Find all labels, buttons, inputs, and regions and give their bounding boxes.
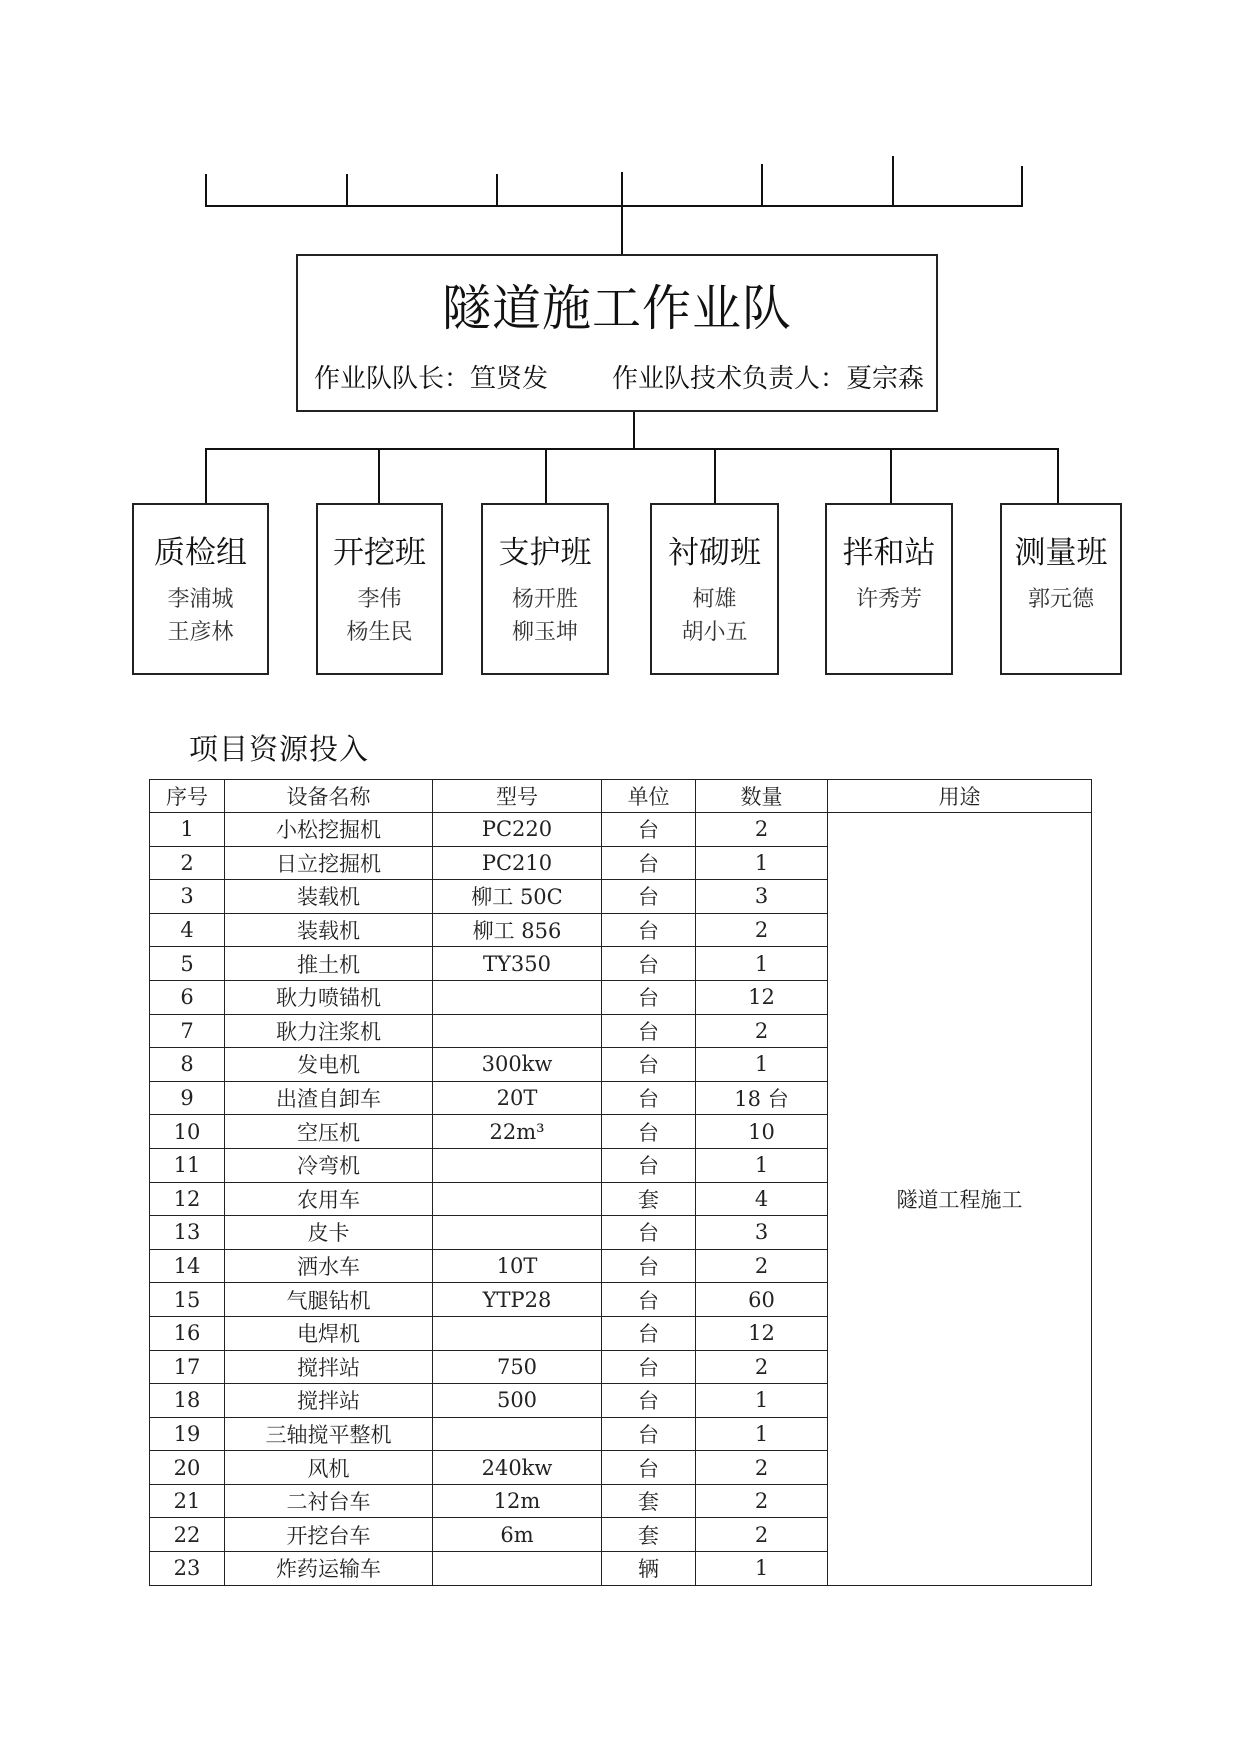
team-member: 许秀芳 bbox=[855, 587, 922, 612]
cell-equipment-name: 农用车 bbox=[225, 1182, 433, 1216]
column-header: 用途 bbox=[828, 780, 1092, 813]
cell-no: 5 bbox=[150, 947, 225, 981]
cell-model: 22m³ bbox=[433, 1115, 602, 1149]
cell-no: 9 bbox=[150, 1081, 225, 1115]
team-members bbox=[652, 583, 777, 649]
cell-quantity: 3 bbox=[696, 1216, 828, 1250]
cell-equipment-name: 风机 bbox=[225, 1451, 433, 1485]
cell-model: 500 bbox=[433, 1384, 602, 1418]
cell-model bbox=[433, 1316, 602, 1350]
cell-equipment-name: 洒水车 bbox=[225, 1249, 433, 1283]
team-drop-line bbox=[205, 448, 207, 504]
cell-quantity: 1 bbox=[696, 1148, 828, 1182]
cell-no: 7 bbox=[150, 1014, 225, 1048]
cell-no: 18 bbox=[150, 1384, 225, 1418]
cell-quantity: 2 bbox=[696, 1484, 828, 1518]
column-header: 单位 bbox=[602, 780, 696, 813]
team-box-quality bbox=[132, 503, 269, 675]
cell-unit: 台 bbox=[602, 913, 696, 947]
cell-model: 6m bbox=[433, 1518, 602, 1552]
column-header: 序号 bbox=[150, 780, 225, 813]
cell-model: 柳工 856 bbox=[433, 913, 602, 947]
cell-model bbox=[433, 1216, 602, 1250]
cell-model bbox=[433, 1552, 602, 1586]
cell-quantity: 1 bbox=[696, 1384, 828, 1418]
resource-table bbox=[149, 779, 1092, 1586]
cell-equipment-name: 装载机 bbox=[225, 880, 433, 914]
cell-model: PC210 bbox=[433, 846, 602, 880]
top-tick bbox=[496, 174, 498, 207]
team-members bbox=[827, 583, 951, 616]
cell-model: 300kw bbox=[433, 1048, 602, 1082]
cell-equipment-name: 小松挖掘机 bbox=[225, 813, 433, 847]
team-drop-line bbox=[714, 448, 716, 504]
cell-model: PC220 bbox=[433, 813, 602, 847]
table-row bbox=[150, 813, 1092, 847]
cell-equipment-name: 搅拌站 bbox=[225, 1384, 433, 1418]
branch-connector-line bbox=[633, 412, 635, 448]
cell-equipment-name: 推土机 bbox=[225, 947, 433, 981]
team-members bbox=[134, 583, 267, 649]
cell-no: 23 bbox=[150, 1552, 225, 1586]
top-tick bbox=[1021, 166, 1023, 207]
cell-unit: 台 bbox=[602, 1316, 696, 1350]
team-box-support bbox=[481, 503, 609, 675]
cell-equipment-name: 开挖台车 bbox=[225, 1518, 433, 1552]
cell-no: 11 bbox=[150, 1148, 225, 1182]
cell-unit: 台 bbox=[602, 846, 696, 880]
top-tick bbox=[346, 174, 348, 207]
cell-unit: 台 bbox=[602, 1014, 696, 1048]
cell-quantity: 2 bbox=[696, 913, 828, 947]
cell-model bbox=[433, 1014, 602, 1048]
cell-unit: 台 bbox=[602, 1081, 696, 1115]
cell-no: 2 bbox=[150, 846, 225, 880]
team-box-mixing-station bbox=[825, 503, 953, 675]
team-name: 质检组 bbox=[154, 535, 247, 571]
team-name: 开挖班 bbox=[333, 535, 426, 571]
cell-unit: 套 bbox=[602, 1182, 696, 1216]
top-bar-line bbox=[205, 205, 1023, 207]
cell-equipment-name: 装载机 bbox=[225, 913, 433, 947]
cell-model bbox=[433, 980, 602, 1014]
cell-model: 750 bbox=[433, 1350, 602, 1384]
team-member: 李浦城 bbox=[167, 587, 234, 612]
cell-unit: 台 bbox=[602, 1216, 696, 1250]
cell-unit: 辆 bbox=[602, 1552, 696, 1586]
column-header: 数量 bbox=[696, 780, 828, 813]
cell-unit: 套 bbox=[602, 1484, 696, 1518]
cell-equipment-name: 电焊机 bbox=[225, 1316, 433, 1350]
team-member: 胡小五 bbox=[681, 620, 748, 645]
cell-quantity: 18 台 bbox=[696, 1081, 828, 1115]
cell-equipment-name: 气腿钻机 bbox=[225, 1283, 433, 1317]
cell-unit: 台 bbox=[602, 1148, 696, 1182]
team-leader-text: 作业队队长：笪贤发 bbox=[314, 364, 549, 394]
cell-model: 240kw bbox=[433, 1451, 602, 1485]
cell-equipment-name: 耿力注浆机 bbox=[225, 1014, 433, 1048]
cell-quantity: 2 bbox=[696, 813, 828, 847]
cell-no: 15 bbox=[150, 1283, 225, 1317]
cell-model: TY350 bbox=[433, 947, 602, 981]
cell-model: 20T bbox=[433, 1081, 602, 1115]
team-member: 柳玉坤 bbox=[511, 620, 578, 645]
cell-no: 21 bbox=[150, 1484, 225, 1518]
cell-no: 4 bbox=[150, 913, 225, 947]
cell-equipment-name: 发电机 bbox=[225, 1048, 433, 1082]
top-tick bbox=[205, 174, 207, 207]
team-box-lining bbox=[650, 503, 779, 675]
team-name: 支护班 bbox=[498, 535, 592, 571]
cell-no: 10 bbox=[150, 1115, 225, 1149]
resource-section-title: 项目资源投入 bbox=[189, 732, 370, 766]
cell-unit: 台 bbox=[602, 1283, 696, 1317]
cell-model: 10T bbox=[433, 1249, 602, 1283]
tech-lead-text: 作业队技术负责人：夏宗森 bbox=[611, 364, 924, 394]
main-connector-line bbox=[621, 207, 623, 255]
cell-quantity: 4 bbox=[696, 1182, 828, 1216]
top-tick bbox=[621, 172, 623, 207]
cell-quantity: 1 bbox=[696, 947, 828, 981]
cell-equipment-name: 出渣自卸车 bbox=[225, 1081, 433, 1115]
top-tick bbox=[892, 156, 894, 207]
team-box-excavation bbox=[316, 503, 443, 675]
cell-unit: 套 bbox=[602, 1518, 696, 1552]
team-drop-line bbox=[545, 448, 547, 504]
cell-unit: 台 bbox=[602, 1115, 696, 1149]
team-box-survey bbox=[1000, 503, 1122, 675]
cell-quantity: 12 bbox=[696, 1316, 828, 1350]
cell-quantity: 10 bbox=[696, 1115, 828, 1149]
team-member: 李伟 bbox=[357, 587, 402, 612]
cell-equipment-name: 耿力喷锚机 bbox=[225, 980, 433, 1014]
cell-quantity: 60 bbox=[696, 1283, 828, 1317]
cell-model bbox=[433, 1182, 602, 1216]
cell-model: 12m bbox=[433, 1484, 602, 1518]
cell-equipment-name: 空压机 bbox=[225, 1115, 433, 1149]
team-members bbox=[318, 583, 441, 649]
cell-no: 20 bbox=[150, 1451, 225, 1485]
cell-unit: 台 bbox=[602, 1451, 696, 1485]
top-tick bbox=[761, 164, 763, 207]
cell-quantity: 1 bbox=[696, 1048, 828, 1082]
cell-equipment-name: 三轴搅平整机 bbox=[225, 1417, 433, 1451]
cell-no: 8 bbox=[150, 1048, 225, 1082]
cell-no: 19 bbox=[150, 1417, 225, 1451]
cell-quantity: 2 bbox=[696, 1451, 828, 1485]
cell-model bbox=[433, 1148, 602, 1182]
cell-equipment-name: 皮卡 bbox=[225, 1216, 433, 1250]
cell-no: 17 bbox=[150, 1350, 225, 1384]
team-member: 郭元德 bbox=[1027, 587, 1094, 612]
table-header-row bbox=[150, 780, 1092, 813]
cell-purpose: 隧道工程施工 bbox=[828, 813, 1092, 1586]
main-team-box bbox=[296, 254, 938, 412]
cell-quantity: 2 bbox=[696, 1249, 828, 1283]
cell-no: 13 bbox=[150, 1216, 225, 1250]
cell-quantity: 2 bbox=[696, 1014, 828, 1048]
cell-unit: 台 bbox=[602, 947, 696, 981]
cell-unit: 台 bbox=[602, 1384, 696, 1418]
cell-equipment-name: 炸药运输车 bbox=[225, 1552, 433, 1586]
team-member: 柯雄 bbox=[692, 587, 737, 612]
cell-model: YTP28 bbox=[433, 1283, 602, 1317]
team-name: 衬砌班 bbox=[668, 535, 761, 571]
resource-table-body bbox=[150, 813, 1092, 1586]
cell-unit: 台 bbox=[602, 1048, 696, 1082]
column-header: 型号 bbox=[433, 780, 602, 813]
team-member: 杨开胜 bbox=[511, 587, 578, 612]
main-team-title: 隧道施工作业队 bbox=[441, 280, 792, 337]
cell-unit: 台 bbox=[602, 880, 696, 914]
cell-quantity: 3 bbox=[696, 880, 828, 914]
cell-model: 柳工 50C bbox=[433, 880, 602, 914]
cell-no: 3 bbox=[150, 880, 225, 914]
cell-no: 14 bbox=[150, 1249, 225, 1283]
cell-equipment-name: 日立挖掘机 bbox=[225, 846, 433, 880]
cell-quantity: 2 bbox=[696, 1350, 828, 1384]
cell-quantity: 1 bbox=[696, 846, 828, 880]
branch-bar-line bbox=[205, 448, 1058, 450]
cell-no: 16 bbox=[150, 1316, 225, 1350]
team-name: 测量班 bbox=[1014, 535, 1108, 571]
cell-equipment-name: 搅拌站 bbox=[225, 1350, 433, 1384]
team-name: 拌和站 bbox=[842, 535, 936, 571]
cell-equipment-name: 二衬台车 bbox=[225, 1484, 433, 1518]
cell-unit: 台 bbox=[602, 1417, 696, 1451]
team-drop-line bbox=[890, 448, 892, 504]
cell-no: 6 bbox=[150, 980, 225, 1014]
cell-unit: 台 bbox=[602, 1350, 696, 1384]
cell-quantity: 1 bbox=[696, 1417, 828, 1451]
cell-quantity: 1 bbox=[696, 1552, 828, 1586]
cell-no: 1 bbox=[150, 813, 225, 847]
team-drop-line bbox=[378, 448, 380, 504]
cell-quantity: 2 bbox=[696, 1518, 828, 1552]
cell-no: 12 bbox=[150, 1182, 225, 1216]
cell-unit: 台 bbox=[602, 980, 696, 1014]
team-drop-line bbox=[1057, 448, 1059, 504]
cell-model bbox=[433, 1417, 602, 1451]
column-header: 设备名称 bbox=[225, 780, 433, 813]
cell-no: 22 bbox=[150, 1518, 225, 1552]
team-members bbox=[483, 583, 607, 649]
cell-unit: 台 bbox=[602, 1249, 696, 1283]
cell-equipment-name: 冷弯机 bbox=[225, 1148, 433, 1182]
team-member: 杨生民 bbox=[346, 620, 413, 645]
team-members bbox=[1002, 583, 1120, 616]
team-member: 王彦林 bbox=[167, 620, 234, 645]
cell-quantity: 12 bbox=[696, 980, 828, 1014]
cell-unit: 台 bbox=[602, 813, 696, 847]
